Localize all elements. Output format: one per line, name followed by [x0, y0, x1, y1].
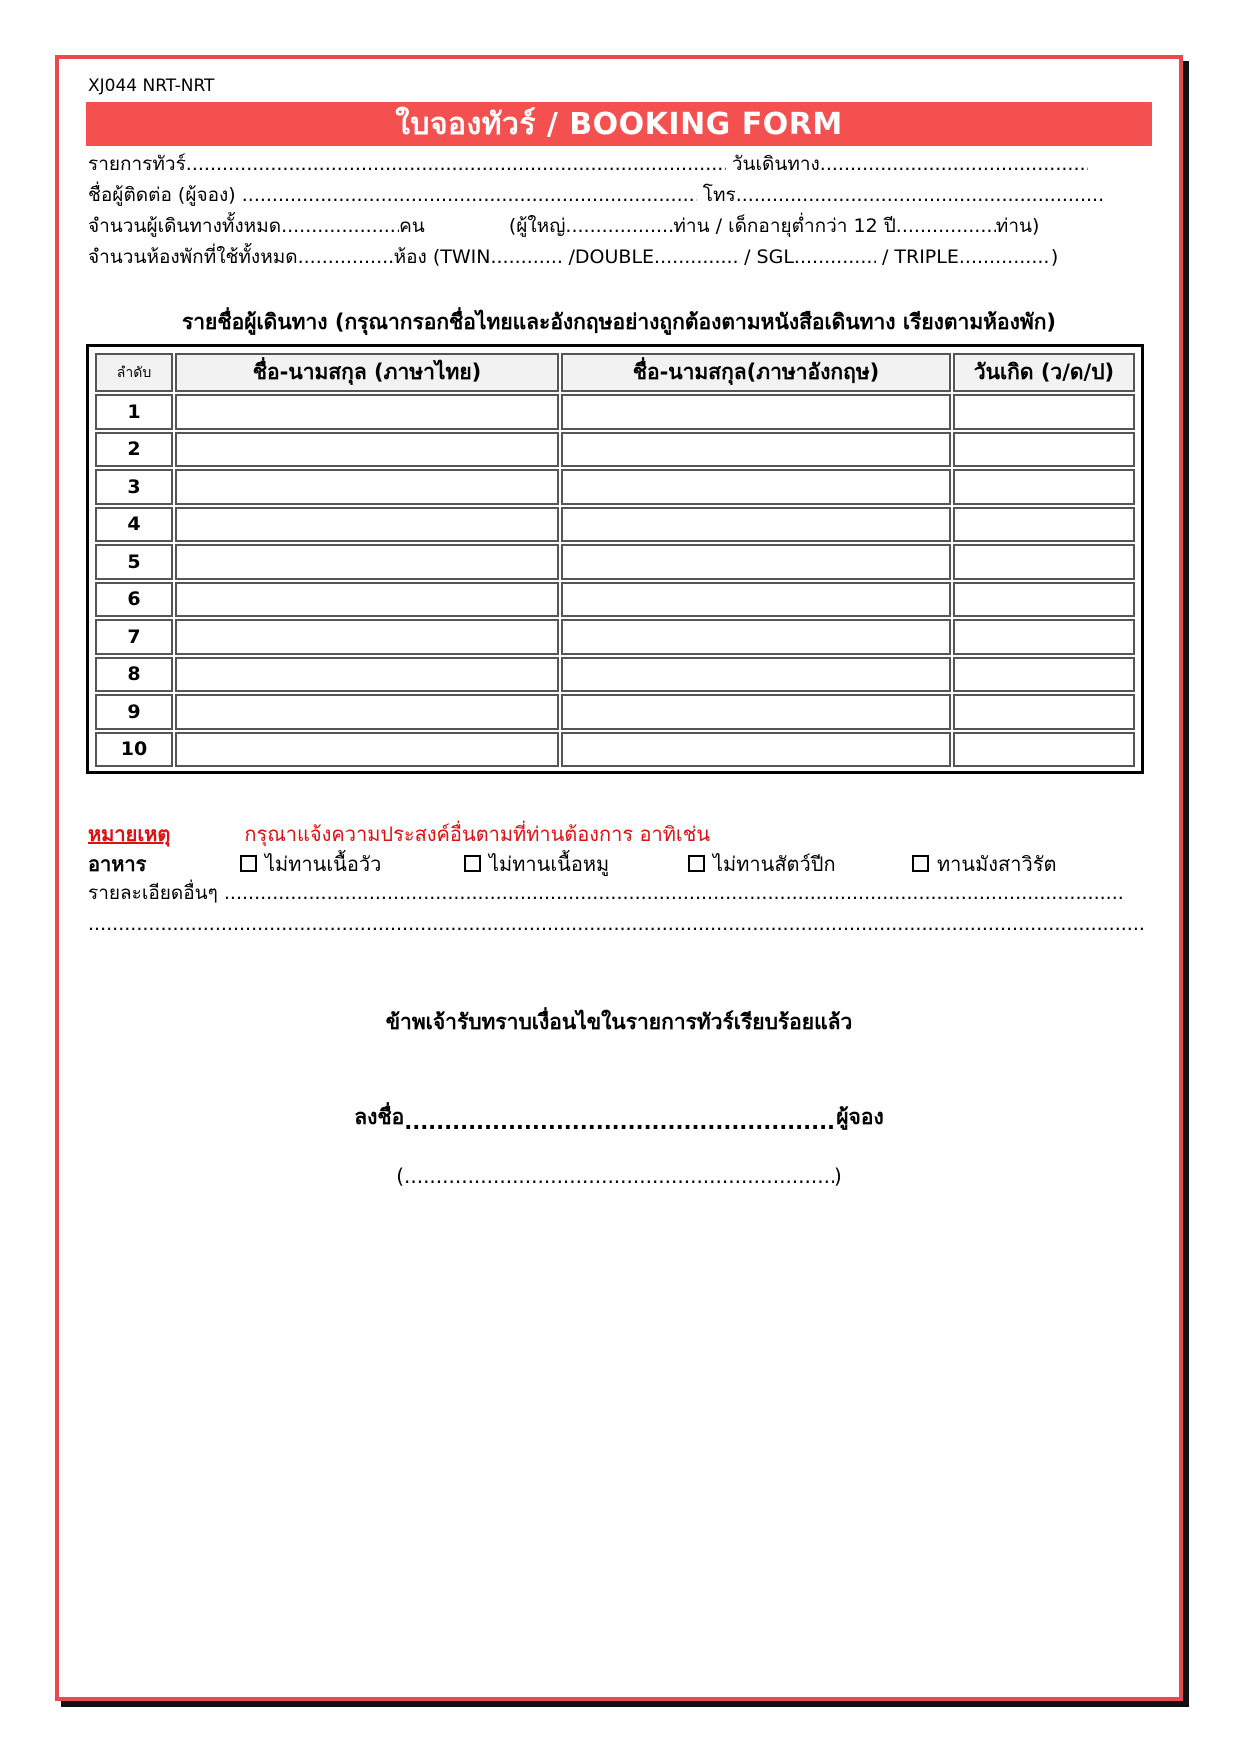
english-name-cell[interactable] — [561, 732, 951, 768]
adult-label: (ผู้ใหญ่ — [508, 215, 566, 237]
other-details-line — [88, 879, 1148, 907]
thai-name-cell[interactable] — [175, 507, 559, 543]
col-header-english-name: ชื่อ-นามสกุล(ภาษาอังกฤษ) — [561, 353, 951, 392]
room-close-paren: ) — [1050, 246, 1059, 268]
english-name-cell[interactable] — [561, 469, 951, 505]
contact-field[interactable] — [242, 181, 697, 209]
tour-line — [88, 150, 1148, 178]
signature-line — [86, 1101, 1152, 1134]
sign-label: ลงชื่อ — [354, 1105, 405, 1129]
row-number: 8 — [95, 657, 173, 693]
table-row — [95, 469, 1135, 505]
paren-close: ) — [834, 1164, 842, 1188]
passenger-list-heading: รายชื่อผู้เดินทาง (กรุณากรอกชื่อไทยและอังกฤษอย่างถูกต้องตามหนังสือเดินทาง เรียงตามห้องพัก) — [181, 310, 1057, 334]
thai-name-cell[interactable] — [175, 432, 559, 468]
english-name-cell[interactable] — [561, 694, 951, 730]
english-name-cell[interactable] — [561, 619, 951, 655]
passenger-table — [86, 344, 1144, 774]
checkbox-icon[interactable] — [464, 855, 481, 872]
food-option-vegetarian[interactable]: ทานมังสาวิรัต — [912, 848, 1056, 880]
triple-label: / TRIPLE — [881, 246, 959, 268]
other-details-field[interactable] — [224, 879, 1124, 907]
english-name-cell[interactable] — [561, 657, 951, 693]
table-row — [95, 732, 1135, 768]
birthdate-cell[interactable] — [953, 432, 1135, 468]
thai-name-cell[interactable] — [175, 732, 559, 768]
pax-label: จำนวนผู้เดินทางทั้งหมด — [88, 215, 282, 237]
checkbox-icon[interactable] — [688, 855, 705, 872]
double-label: /DOUBLE — [568, 246, 655, 268]
adult-unit: ท่าน / เด็กอายุต่ำกว่า 12 ปี — [673, 215, 896, 237]
thai-name-cell[interactable] — [175, 469, 559, 505]
col-header-thai-name: ชื่อ-นามสกุล (ภาษาไทย) — [175, 353, 559, 392]
date-label: วันเดินทาง — [731, 153, 820, 175]
birthdate-cell[interactable] — [953, 582, 1135, 618]
remark-label: หมายเหตุ — [88, 822, 171, 846]
birthdate-cell[interactable] — [953, 694, 1135, 730]
birthdate-cell[interactable] — [953, 544, 1135, 580]
phone-field[interactable] — [736, 181, 1106, 209]
col-header-seq: ลำดับ — [95, 353, 173, 392]
food-options — [88, 848, 1148, 878]
room-label: จำนวนห้องพักที่ใช้ทั้งหมด — [88, 246, 298, 268]
food-option-no-pork[interactable]: ไม่ทานเนื้อหมู — [464, 848, 609, 880]
phone-label: โทร — [702, 184, 736, 206]
english-name-cell[interactable] — [561, 394, 951, 430]
table-row — [95, 507, 1135, 543]
english-name-cell[interactable] — [561, 432, 951, 468]
thai-name-cell[interactable] — [175, 544, 559, 580]
sgl-field[interactable] — [794, 243, 876, 271]
signature-field[interactable] — [404, 1110, 836, 1134]
english-name-cell[interactable] — [561, 507, 951, 543]
birthdate-cell[interactable] — [953, 469, 1135, 505]
double-field[interactable] — [654, 243, 738, 271]
checkbox-icon[interactable] — [240, 855, 257, 872]
row-number: 5 — [95, 544, 173, 580]
confirm-statement: ข้าพเจ้ารับทราบเงื่อนไขในรายการทัวร์เรียบร้อยแล้ว — [385, 1010, 853, 1034]
thai-name-cell[interactable] — [175, 657, 559, 693]
birthdate-cell[interactable] — [953, 619, 1135, 655]
table-row — [95, 544, 1135, 580]
english-name-cell[interactable] — [561, 582, 951, 618]
table-header-row — [95, 353, 1135, 392]
tour-code: XJ044 NRT-NRT — [88, 76, 215, 96]
room-field[interactable] — [298, 243, 394, 271]
pax-line — [88, 212, 1148, 240]
table-row — [95, 582, 1135, 618]
food-option-no-poultry[interactable]: ไม่ทานสัตว์ปีก — [688, 848, 836, 880]
row-number: 1 — [95, 394, 173, 430]
printed-name-line — [86, 1164, 1152, 1188]
english-name-cell[interactable] — [561, 544, 951, 580]
sgl-label: / SGL — [744, 246, 794, 268]
birthdate-cell[interactable] — [953, 507, 1135, 543]
table-row — [95, 432, 1135, 468]
row-number: 6 — [95, 582, 173, 618]
date-field[interactable] — [820, 150, 1088, 178]
row-number: 7 — [95, 619, 173, 655]
birthdate-cell[interactable] — [953, 732, 1135, 768]
printed-name-field[interactable] — [404, 1164, 834, 1188]
adult-field[interactable] — [565, 212, 673, 240]
thai-name-cell[interactable] — [175, 582, 559, 618]
room-unit: ห้อง — [393, 246, 427, 268]
birthdate-cell[interactable] — [953, 394, 1135, 430]
twin-field[interactable] — [490, 243, 562, 271]
other-details-label: รายละเอียดอื่นๆ — [88, 882, 218, 904]
checkbox-icon[interactable] — [912, 855, 929, 872]
child-field[interactable] — [896, 212, 996, 240]
food-label: อาหาร — [88, 852, 147, 876]
passenger-rows — [95, 394, 1135, 767]
pax-unit: คน — [399, 215, 425, 237]
row-number: 4 — [95, 507, 173, 543]
row-number: 2 — [95, 432, 173, 468]
birthdate-cell[interactable] — [953, 657, 1135, 693]
tour-field[interactable] — [186, 150, 726, 178]
contact-line — [88, 181, 1148, 209]
form-title: ใบจองทัวร์ / BOOKING FORM — [86, 102, 1152, 146]
col-header-birthdate: วันเกิด (ว/ด/ป) — [953, 353, 1135, 392]
room-line — [88, 243, 1148, 271]
tour-label: รายการทัวร์ — [88, 153, 186, 175]
thai-name-cell[interactable] — [175, 619, 559, 655]
pax-field[interactable] — [281, 212, 399, 240]
table-row — [95, 694, 1135, 730]
table-row — [95, 657, 1135, 693]
row-number: 9 — [95, 694, 173, 730]
sign-suffix: ผู้จอง — [836, 1105, 884, 1129]
paren-open: ( — [396, 1164, 404, 1188]
thai-name-cell[interactable] — [175, 694, 559, 730]
row-number: 3 — [95, 469, 173, 505]
remark-line — [88, 818, 710, 850]
child-unit: ท่าน) — [995, 215, 1040, 237]
row-number: 10 — [95, 732, 173, 768]
other-details-field-2[interactable] — [88, 910, 1146, 938]
table-row — [95, 394, 1135, 430]
table-row — [95, 619, 1135, 655]
thai-name-cell[interactable] — [175, 394, 559, 430]
twin-label: (TWIN — [432, 246, 491, 268]
contact-label: ชื่อผู้ติดต่อ (ผู้จอง) — [88, 184, 236, 206]
other-details-line-2 — [88, 910, 1148, 938]
food-option-no-beef[interactable]: ไม่ทานเนื้อวัว — [240, 848, 381, 880]
remark-text: กรุณาแจ้งความประสงค์อื่นตามที่ท่านต้องการ อาทิเช่น — [244, 822, 710, 846]
triple-field[interactable] — [959, 243, 1051, 271]
